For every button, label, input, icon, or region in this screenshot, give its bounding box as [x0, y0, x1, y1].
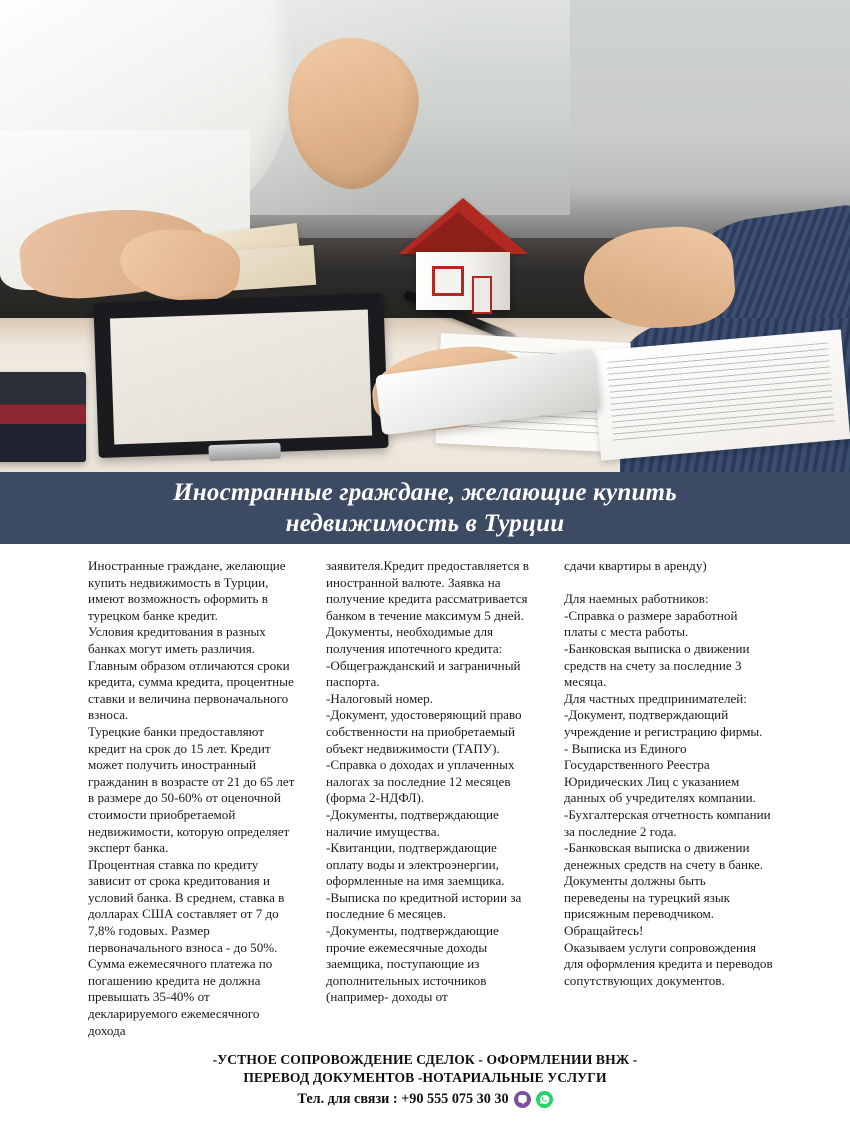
paragraph: Оказываем услуги сопровождения для оформления кредита и переводов сопутствующих документов.: [564, 939, 773, 988]
viber-icon[interactable]: [514, 1091, 531, 1108]
paragraph: Документы, необходимые для получения ипотечного кредита:: [326, 624, 503, 656]
paragraph: Турецкие банки предоставляют кредит на срок до 15 лет. Кредит может получить иностранный гражданин в возрасте от 21 до 65 лет в размере до 50-60% от оценочной стоимости приобретаемой недвижимости, которую определяет эксперт банка.: [88, 723, 295, 856]
paragraph: -Банковская выписка о движении денежных средств на счету в банке.: [564, 840, 764, 872]
page-title-line1: Иностранные граждане, желающие купить: [173, 479, 677, 506]
paragraph: -Справка о размере заработной платы с места работы.: [564, 607, 738, 640]
paragraph: -Выписка по кредитной истории за последние 6 месяцев.: [326, 889, 522, 922]
house-roof-inner: [406, 212, 510, 254]
column-left: [88, 558, 298, 1044]
contract-paper: [592, 329, 850, 460]
house-model: [398, 198, 528, 310]
paragraph: -Документы, подтверждающие прочие ежемесячные доходы заемщика, поступающие из дополнительных источников (например- доходы от: [326, 923, 499, 1005]
paragraph: сдачи квартиры в аренду): [564, 558, 707, 573]
clipboard: [93, 293, 388, 458]
paragraph: Документы должны быть переведены на турецкий язык присяжным переводчиком.: [564, 873, 731, 922]
whatsapp-icon[interactable]: [536, 1091, 553, 1108]
headline-banner: [0, 472, 850, 544]
house-door: [472, 276, 492, 314]
column-middle: [326, 558, 536, 1044]
hero-photo: [0, 0, 850, 472]
paragraph: -Общегражданский и заграничный паспорта.: [326, 657, 521, 690]
paragraph: -Документ, подтверждающий учреждение и регистрацию фирмы.: [564, 707, 763, 739]
clipboard-clip: [208, 443, 281, 462]
phone-row: [0, 1091, 850, 1108]
phone-label[interactable]: Тел. для связи : +90 555 075 30 30: [297, 1091, 509, 1107]
paragraph: -Справка о доходах и уплаченных налогах за последние 12 месяцев (форма 2-НДФЛ).: [326, 757, 515, 806]
paragraph: - Выписка из Единого Государственного Реестра Юридических Лиц с указанием данных об учредителях компании.: [564, 740, 756, 806]
body-columns: [0, 544, 850, 1044]
books-stack: [0, 372, 86, 462]
paragraph: заявителя.Кредит предоставляется в иностранной валюте. Заявка на получение кредита рассматривается банком в течение максимум 5 дней.: [326, 558, 529, 623]
paragraph: -Бухгалтерская отчетность компании за последние 2 года.: [564, 806, 771, 839]
footer-contact: [0, 1051, 850, 1108]
contract-text-lines: [607, 342, 835, 441]
paragraph: Условия кредитования в разных банках могут иметь различия. Главным образом отличаются сроки кредита, сумма кредита, процентные ставки и величина первоначального взноса.: [88, 624, 294, 723]
paragraph: -Банковская выписка о движении средств на счету за последние 3 месяца.: [564, 640, 750, 690]
paragraph: -Квитанции, подтверждающие оплату воды и электроэнергии, оформленные на имя заемщика.: [326, 840, 505, 889]
paragraph: Процентная ставка по кредиту зависит от срока кредитования и условий банка. В среднем, ставка в долларах США составляет от 7 до 7,8% годовых. Размер первоначального взноса - до 50%. Сумма ежемесячного платежа по погашению кредита не должна превышать 35-40% от декларируемого ежемесячного дохода: [88, 856, 285, 1038]
page-title-line2: недвижимость в Турции: [285, 510, 565, 537]
page-title: [173, 477, 677, 539]
paragraph: -Налоговый номер.: [326, 690, 433, 706]
paragraph: -Документы, подтверждающие наличие имущества.: [326, 806, 499, 839]
services-line-2: ПЕРЕВОД ДОКУМЕНТОВ -НОТАРИАЛЬНЫЕ УСЛУГИ: [243, 1070, 607, 1085]
paragraph: Обращайтесь!: [564, 923, 644, 939]
paragraph: Иностранные граждане, желающие купить недвижимость в Турции, имеют возможность оформить в турецком банке кредит.: [88, 558, 286, 623]
paragraph: Для частных предпринимателей:: [564, 690, 747, 706]
paragraph: -Документ, удостоверяющий право собственности на приобретаемый объект недвижимости (ТАПУ).: [326, 707, 522, 756]
services-line-1: -УСТНОЕ СОПРОВОЖДЕНИЕ СДЕЛОК - ОФОРМЛЕНИИ ВНЖ -: [212, 1052, 638, 1067]
paragraph: Для наемных работников:: [564, 591, 709, 607]
house-window: [432, 266, 464, 296]
column-right: [564, 558, 774, 1044]
clipboard-sheet: [110, 310, 372, 445]
